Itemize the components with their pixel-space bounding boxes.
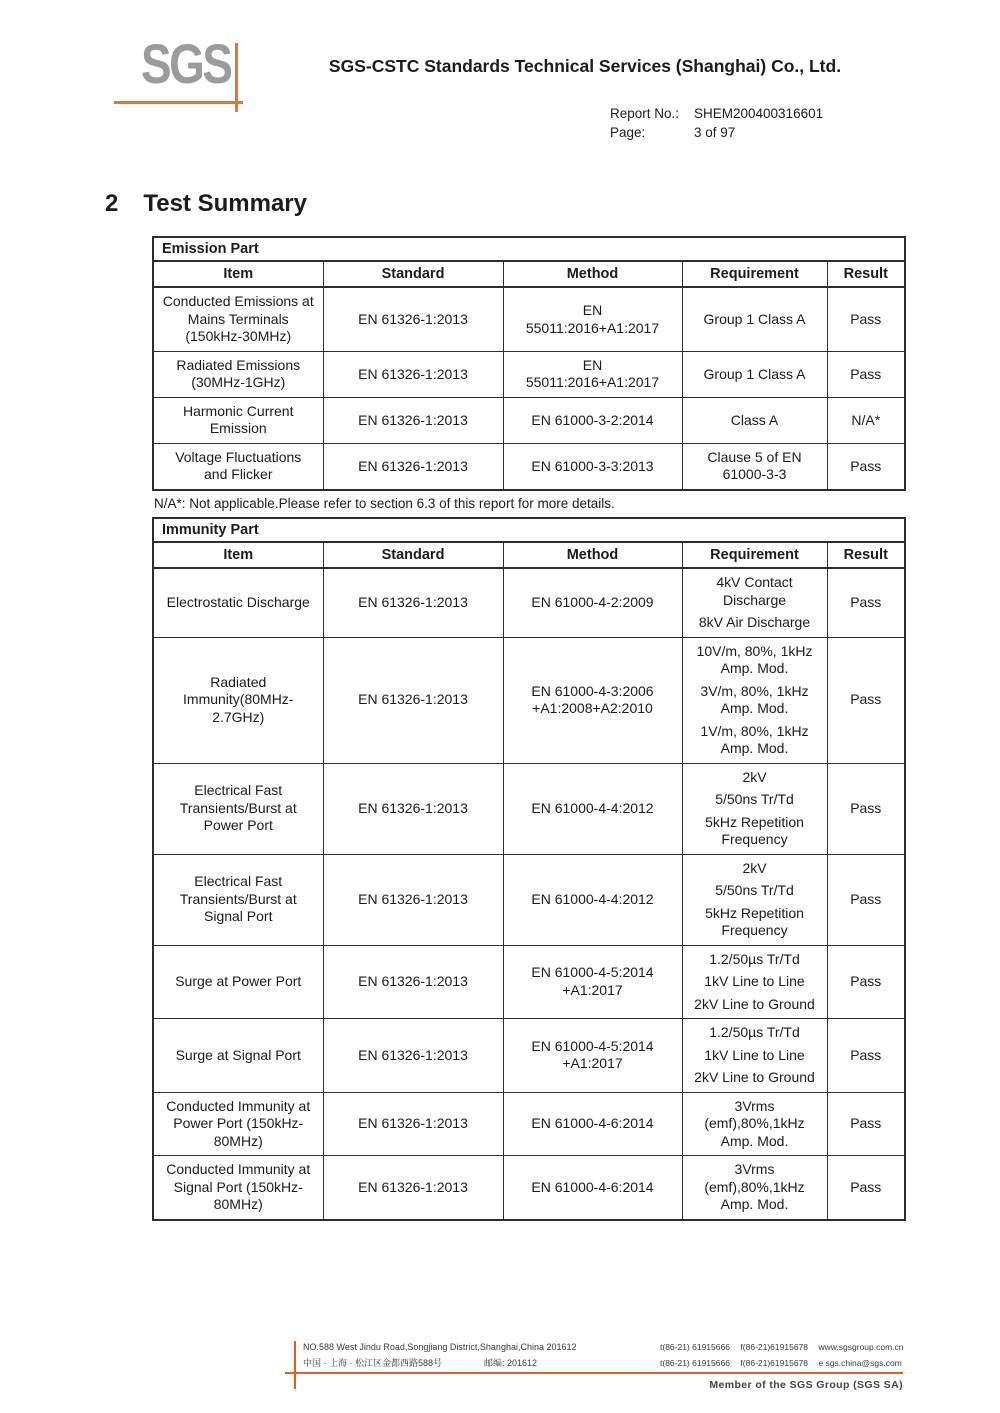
emission-header-row (153, 261, 905, 287)
cell-result: Pass (827, 568, 905, 637)
emission-table (152, 236, 906, 491)
company-title: SGS-CSTC Standards Technical Services (Shanghai) Co., Ltd. (328, 56, 842, 76)
cell-item: Voltage Fluctuations and Flicker (153, 443, 323, 490)
cell-method: EN 61000-4-5:2014 +A1:2017 (503, 945, 682, 1019)
column-header-result: Result (827, 542, 905, 568)
cell-standard: EN 61326-1:2013 (323, 1092, 503, 1156)
cell-result: Pass (827, 945, 905, 1019)
table-row (153, 568, 905, 637)
cell-standard: EN 61326-1:2013 (323, 1156, 503, 1220)
table-row (153, 351, 905, 397)
cell-result: Pass (827, 443, 905, 490)
table-row (153, 763, 905, 854)
cell-standard: EN 61326-1:2013 (323, 568, 503, 637)
table-row (153, 637, 905, 763)
table-row (153, 854, 905, 945)
cell-requirement: 1.2/50µs Tr/Td 1kV Line to Line 2kV Line to Ground (682, 945, 827, 1019)
cell-standard: EN 61326-1:2013 (323, 287, 503, 351)
footer-fax: f(86-21)61915678 (740, 1342, 809, 1352)
immunity-caption-row (153, 518, 905, 542)
section-heading (105, 190, 307, 218)
report-number-label: Report No.: (610, 106, 680, 121)
emission-caption: Emission Part (153, 237, 905, 261)
immunity-caption: Immunity Part (153, 518, 905, 542)
footer-postcode: 邮编: 201612 (484, 1358, 538, 1368)
footer-email: e sgs.china@sgs.com (818, 1358, 902, 1368)
cell-result: Pass (827, 637, 905, 763)
cell-method: EN 61000-4-4:2012 (503, 854, 682, 945)
page-label: Page: (610, 125, 646, 140)
cell-requirement: 2kV 5/50ns Tr/Td 5kHz Repetition Frequency (682, 763, 827, 854)
footer-horizontal-line (285, 1372, 903, 1374)
cell-method: EN 61000-3-2:2014 (503, 397, 682, 443)
cell-standard: EN 61326-1:2013 (323, 1019, 503, 1093)
cell-result: Pass (827, 287, 905, 351)
na-note: N/A*: Not applicable.Please refer to section 6.3 of this report for more details. (154, 495, 615, 511)
cell-standard: EN 61326-1:2013 (323, 945, 503, 1019)
cell-requirement: 2kV 5/50ns Tr/Td 5kHz Repetition Frequency (682, 854, 827, 945)
column-header-requirement: Requirement (682, 542, 827, 568)
cell-requirement: Clause 5 of EN 61000-3-3 (682, 443, 827, 490)
footer-vertical-line (294, 1341, 296, 1389)
column-header-method: Method (503, 261, 682, 287)
cell-requirement: 3Vrms (emf),80%,1kHz Amp. Mod. (682, 1156, 827, 1220)
cell-result: Pass (827, 1092, 905, 1156)
cell-method: EN 61000-4-2:2009 (503, 568, 682, 637)
cell-item: Radiated Emissions (30MHz-1GHz) (153, 351, 323, 397)
table-row (153, 397, 905, 443)
footer-fax-2: f(86-21)61915678 (740, 1358, 809, 1368)
cell-standard: EN 61326-1:2013 (323, 637, 503, 763)
cell-standard: EN 61326-1:2013 (323, 397, 503, 443)
column-header-standard: Standard (323, 261, 503, 287)
cell-requirement: 10V/m, 80%, 1kHz Amp. Mod. 3V/m, 80%, 1kHz Amp. Mod. 1V/m, 80%, 1kHz Amp. Mod. (682, 637, 827, 763)
cell-result: Pass (827, 854, 905, 945)
cell-requirement: Group 1 Class A (682, 351, 827, 397)
table-row (153, 287, 905, 351)
cell-item: Electrical Fast Transients/Burst at Signal Port (153, 854, 323, 945)
footer-address-en: NO.588 West Jindu Road,Songjiang District,Shanghai,China 201612 (303, 1342, 577, 1352)
footer-website: www.sgsgroup.com.cn (818, 1342, 904, 1352)
page-value: 3 of 97 (694, 125, 736, 140)
cell-requirement: 1.2/50µs Tr/Td 1kV Line to Line 2kV Line to Ground (682, 1019, 827, 1093)
report-number-value: SHEM200400316601 (694, 106, 824, 121)
cell-standard: EN 61326-1:2013 (323, 443, 503, 490)
cell-item: Surge at Power Port (153, 945, 323, 1019)
page-number-row (610, 123, 823, 142)
cell-method: EN 61000-3-3:2013 (503, 443, 682, 490)
section-title: Test Summary (143, 190, 307, 217)
column-header-item: Item (153, 261, 323, 287)
table-row (153, 443, 905, 490)
column-header-requirement: Requirement (682, 261, 827, 287)
cell-result: Pass (827, 763, 905, 854)
cell-standard: EN 61326-1:2013 (323, 854, 503, 945)
logo-horizontal-line (114, 101, 243, 104)
footer-contacts (660, 1339, 905, 1371)
cell-method: EN 61000-4-5:2014 +A1:2017 (503, 1019, 682, 1093)
table-row (153, 1156, 905, 1220)
cell-method: EN 61000-4-6:2014 (503, 1156, 682, 1220)
cell-item: Electrical Fast Transients/Burst at Power Port (153, 763, 323, 854)
report-info (610, 104, 823, 142)
cell-method: EN 61000-4-6:2014 (503, 1092, 682, 1156)
cell-requirement: Group 1 Class A (682, 287, 827, 351)
cell-method: EN 55011:2016+A1:2017 (503, 351, 682, 397)
footer-address-cn-row (303, 1355, 577, 1371)
report-number-row (610, 104, 823, 123)
cell-item: Conducted Emissions at Mains Terminals (150kHz-30MHz) (153, 287, 323, 351)
cell-method: EN 61000-4-3:2006 +A1:2008+A2:2010 (503, 637, 682, 763)
table-row (153, 1092, 905, 1156)
cell-result: Pass (827, 1156, 905, 1220)
cell-item: Radiated Immunity(80MHz-2.7GHz) (153, 637, 323, 763)
column-header-item: Item (153, 542, 323, 568)
cell-item: Surge at Signal Port (153, 1019, 323, 1093)
column-header-standard: Standard (323, 542, 503, 568)
footer-member-text: Member of the SGS Group (SGS SA) (709, 1379, 903, 1391)
sgs-logo (114, 32, 250, 114)
column-header-method: Method (503, 542, 682, 568)
cell-requirement: 4kV Contact Discharge 8kV Air Discharge (682, 568, 827, 637)
column-header-result: Result (827, 261, 905, 287)
logo-vertical-line (235, 43, 238, 112)
cell-item: Conducted Immunity at Signal Port (150kHz-80MHz) (153, 1156, 323, 1220)
table-row (153, 945, 905, 1019)
footer-address (303, 1339, 577, 1371)
content-area (152, 236, 904, 1221)
cell-method: EN 55011:2016+A1:2017 (503, 287, 682, 351)
cell-requirement: 3Vrms (emf),80%,1kHz Amp. Mod. (682, 1092, 827, 1156)
immunity-table (152, 517, 906, 1221)
emission-caption-row (153, 237, 905, 261)
cell-method: EN 61000-4-4:2012 (503, 763, 682, 854)
section-number: 2 (105, 190, 119, 217)
cell-standard: EN 61326-1:2013 (323, 351, 503, 397)
cell-result: Pass (827, 1019, 905, 1093)
immunity-header-row (153, 542, 905, 568)
table-row (153, 1019, 905, 1093)
cell-item: Harmonic Current Emission (153, 397, 323, 443)
logo-text: SGS (141, 32, 231, 95)
cell-requirement: Class A (682, 397, 827, 443)
cell-item: Conducted Immunity at Power Port (150kHz-80MHz) (153, 1092, 323, 1156)
cell-standard: EN 61326-1:2013 (323, 763, 503, 854)
cell-result: N/A* (827, 397, 905, 443)
footer-tel: t(86-21) 61915666 (660, 1342, 730, 1352)
cell-item: Electrostatic Discharge (153, 568, 323, 637)
footer-tel-2: t(86-21) 61915666 (660, 1358, 730, 1368)
footer-address-cn: 中国 · 上海 · 松江区金都西路588号 (303, 1358, 443, 1368)
cell-result: Pass (827, 351, 905, 397)
